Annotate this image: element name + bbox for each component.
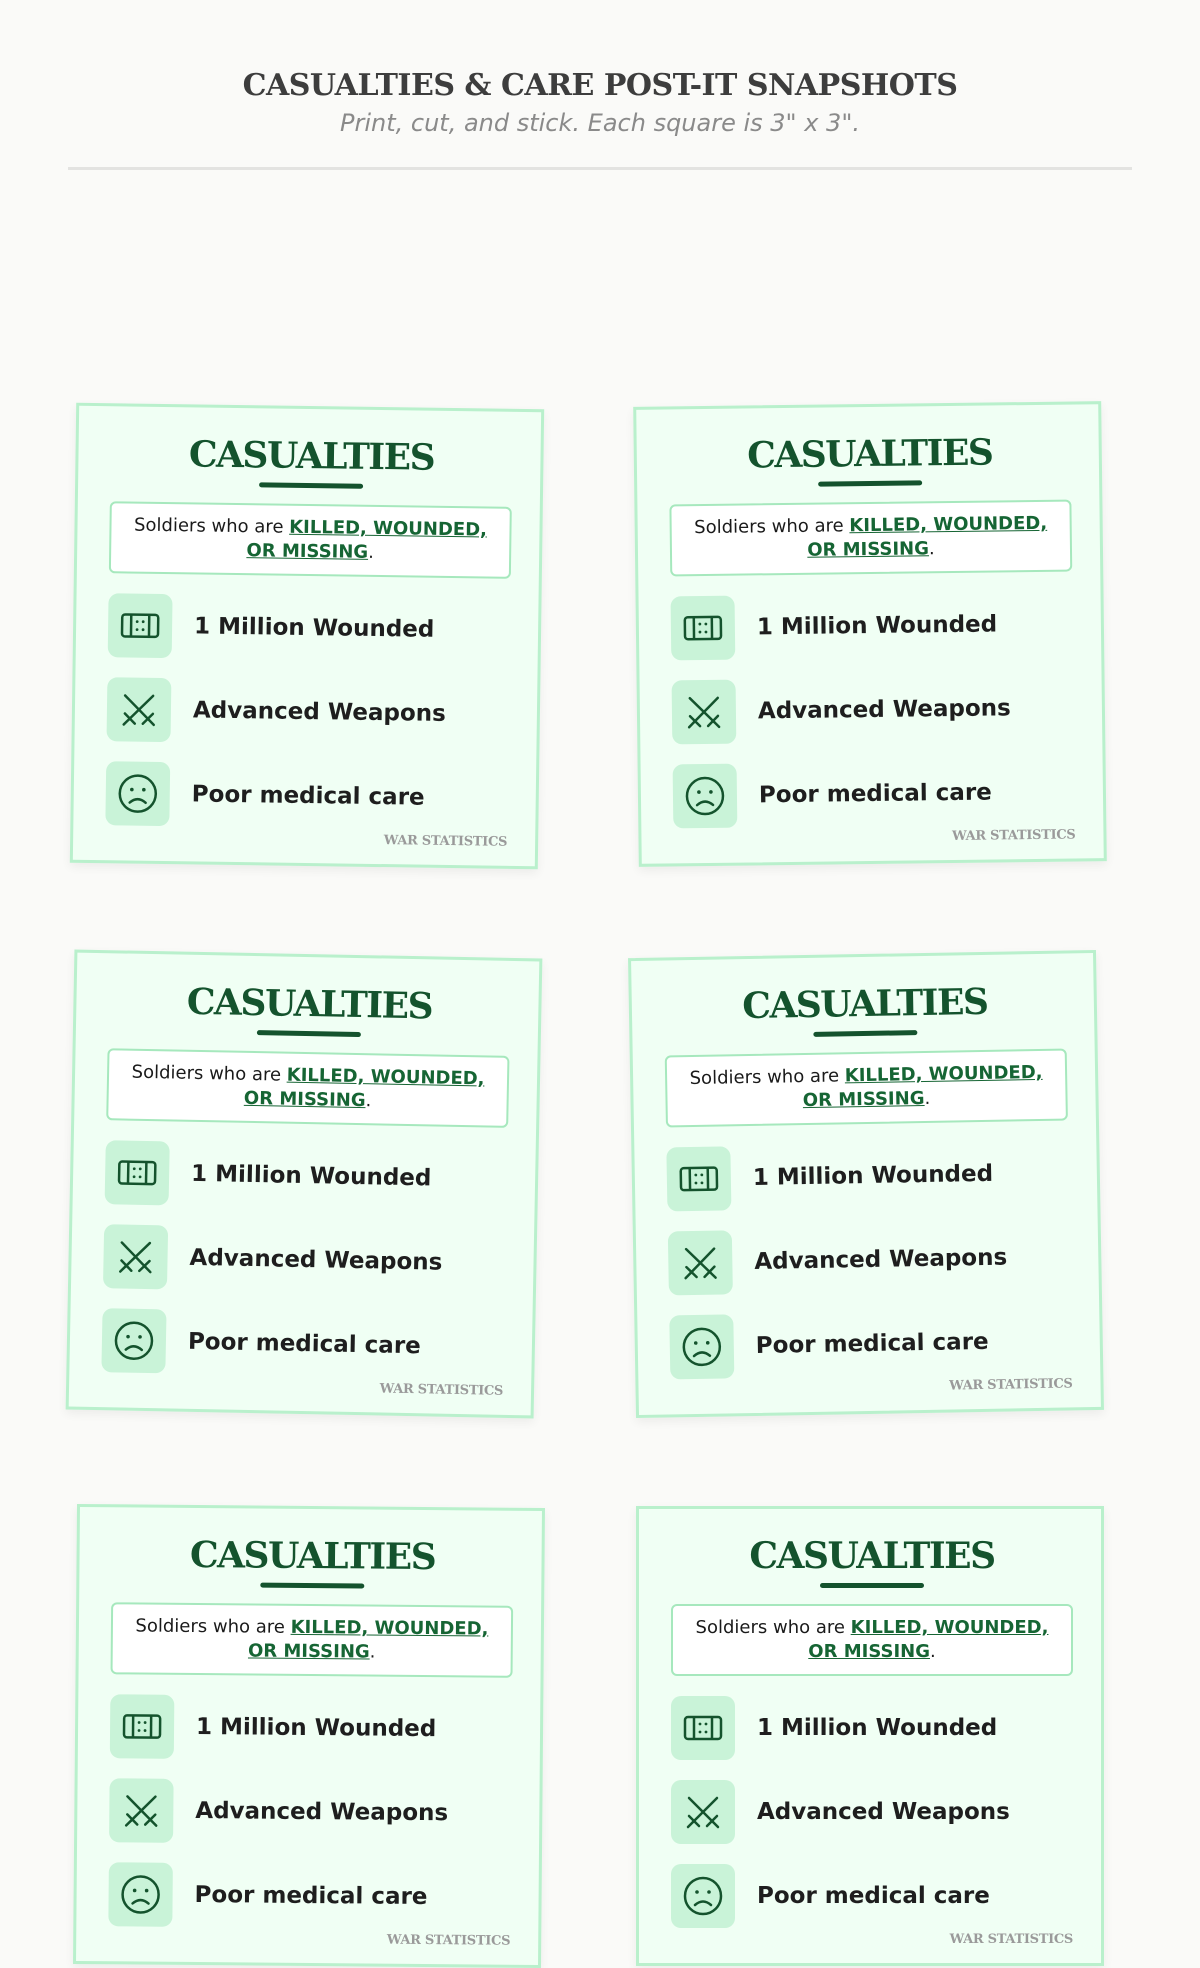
note-title: CASUALTIES <box>110 430 513 482</box>
title-underline <box>257 1030 361 1037</box>
stat-label: 1 Million Wounded <box>191 1161 432 1192</box>
note-title: CASUALTIES <box>111 1531 513 1581</box>
stat-row <box>108 1862 511 1930</box>
title-underline <box>259 482 363 488</box>
brand-label: WAR STATISTICS <box>949 1376 1073 1393</box>
stat-label: Advanced Weapons <box>189 1245 442 1276</box>
definition-box <box>671 1604 1073 1676</box>
stat-row <box>108 593 511 663</box>
post-it-note <box>633 401 1107 867</box>
brand-label: WAR STATISTICS <box>384 833 508 850</box>
definition-keyword: KILLED, WOUNDED, <box>845 1062 1043 1086</box>
stat-row <box>101 1308 504 1380</box>
stat-label: Poor medical care <box>194 1882 427 1910</box>
stat-label: Poor medical care <box>756 1329 989 1359</box>
crossed-swords-icon <box>668 1230 733 1295</box>
definition-box <box>109 501 512 579</box>
stat-row <box>107 677 510 747</box>
post-it-note <box>636 1506 1104 1966</box>
stat-label: Poor medical care <box>192 781 425 810</box>
definition-box <box>111 1602 514 1678</box>
definition-prefix: Soldiers who are <box>694 515 849 538</box>
post-it-note <box>70 403 544 869</box>
definition-box <box>106 1048 509 1128</box>
crossed-swords-icon <box>671 1780 735 1844</box>
stat-label: 1 Million Wounded <box>196 1714 436 1742</box>
page-header <box>0 0 1200 137</box>
title-underline <box>260 1583 364 1589</box>
stat-label: 1 Million Wounded <box>757 1715 997 1741</box>
definition-keyword: KILLED, WOUNDED, <box>851 1617 1049 1638</box>
brand-label: WAR STATISTICS <box>950 1932 1073 1947</box>
definition-keyword: KILLED, WOUNDED, <box>287 1065 485 1090</box>
stat-row <box>109 1778 512 1846</box>
definition-keyword: OR MISSING <box>244 1088 366 1111</box>
definition-prefix: Soldiers who are <box>689 1065 844 1089</box>
page-subtitle: Print, cut, and stick. Each square is 3" x 3". <box>0 109 1200 137</box>
bandage-icon <box>105 1140 170 1205</box>
title-underline <box>813 1030 917 1037</box>
definition-prefix: Soldiers who are <box>134 515 289 538</box>
post-it-note <box>66 950 543 1419</box>
stat-label: Advanced Weapons <box>193 697 446 727</box>
frown-face-icon <box>673 764 738 829</box>
stat-row <box>668 1224 1071 1295</box>
stat-row <box>105 1140 508 1212</box>
stat-label: Advanced Weapons <box>758 695 1011 724</box>
stat-row <box>669 1308 1072 1379</box>
definition-prefix: Soldiers who are <box>135 1615 290 1637</box>
page-title: CASUALTIES & CARE POST-IT SNAPSHOTS <box>0 68 1200 103</box>
frown-face-icon <box>108 1862 173 1927</box>
stat-label: Poor medical care <box>757 1883 990 1909</box>
frown-face-icon <box>671 1864 735 1928</box>
stat-row <box>671 1696 1073 1760</box>
stat-row <box>671 1780 1073 1844</box>
stat-row <box>666 1140 1069 1211</box>
title-underline <box>818 480 922 486</box>
crossed-swords-icon <box>672 680 737 745</box>
brand-label: WAR STATISTICS <box>380 1381 504 1398</box>
post-it-note <box>628 950 1104 1418</box>
crossed-swords-icon <box>107 677 172 742</box>
stat-row <box>103 1224 506 1296</box>
bandage-icon <box>666 1146 731 1211</box>
note-title: CASUALTIES <box>671 1533 1073 1579</box>
definition-box <box>665 1048 1068 1127</box>
stat-row <box>672 676 1075 745</box>
definition-suffix: . <box>929 538 935 559</box>
definition-suffix: . <box>924 1088 930 1109</box>
definition-suffix: . <box>365 1090 371 1111</box>
definition-prefix: Soldiers who are <box>696 1617 851 1638</box>
definition-keyword: OR MISSING <box>807 538 929 560</box>
definition-prefix: Soldiers who are <box>131 1062 287 1086</box>
bandage-icon <box>671 1696 735 1760</box>
bandage-icon <box>110 1694 175 1759</box>
definition-keyword: OR MISSING <box>808 1641 930 1662</box>
note-title: CASUALTIES <box>669 429 1072 480</box>
header-divider <box>68 167 1132 170</box>
stat-label: Advanced Weapons <box>754 1245 1007 1275</box>
brand-label: WAR STATISTICS <box>952 828 1076 845</box>
stat-row <box>671 1864 1073 1928</box>
title-underline <box>820 1583 924 1588</box>
stat-label: Poor medical care <box>759 780 992 809</box>
stat-label: 1 Million Wounded <box>757 611 998 640</box>
stat-label: Poor medical care <box>188 1329 421 1359</box>
definition-keyword: OR MISSING <box>248 1640 370 1662</box>
definition-keyword: OR MISSING <box>246 540 368 563</box>
note-title: CASUALTIES <box>108 977 511 1031</box>
note-title: CASUALTIES <box>663 977 1066 1030</box>
stat-label: 1 Million Wounded <box>753 1161 994 1191</box>
brand-label: WAR STATISTICS <box>387 1933 510 1949</box>
definition-suffix: . <box>930 1641 936 1662</box>
definition-keyword: KILLED, WOUNDED, <box>291 1617 489 1640</box>
bandage-icon <box>671 596 736 661</box>
stat-label: Advanced Weapons <box>757 1799 1010 1825</box>
stat-label: 1 Million Wounded <box>194 613 435 642</box>
definition-keyword: KILLED, WOUNDED, <box>289 517 487 541</box>
crossed-swords-icon <box>109 1778 174 1843</box>
bandage-icon <box>108 593 173 658</box>
frown-face-icon <box>101 1308 166 1373</box>
definition-keyword: KILLED, WOUNDED, <box>849 513 1047 536</box>
post-it-note <box>73 1504 545 1968</box>
crossed-swords-icon <box>103 1224 168 1289</box>
definition-suffix: . <box>370 1642 376 1663</box>
definition-keyword: OR MISSING <box>803 1088 925 1111</box>
stat-row <box>673 760 1076 829</box>
stat-row <box>110 1694 513 1762</box>
definition-box <box>669 500 1072 577</box>
definition-suffix: . <box>368 542 374 563</box>
frown-face-icon <box>669 1314 734 1379</box>
frown-face-icon <box>105 761 170 826</box>
stat-label: Advanced Weapons <box>195 1798 448 1826</box>
stat-row <box>671 592 1074 661</box>
stat-row <box>105 761 508 831</box>
